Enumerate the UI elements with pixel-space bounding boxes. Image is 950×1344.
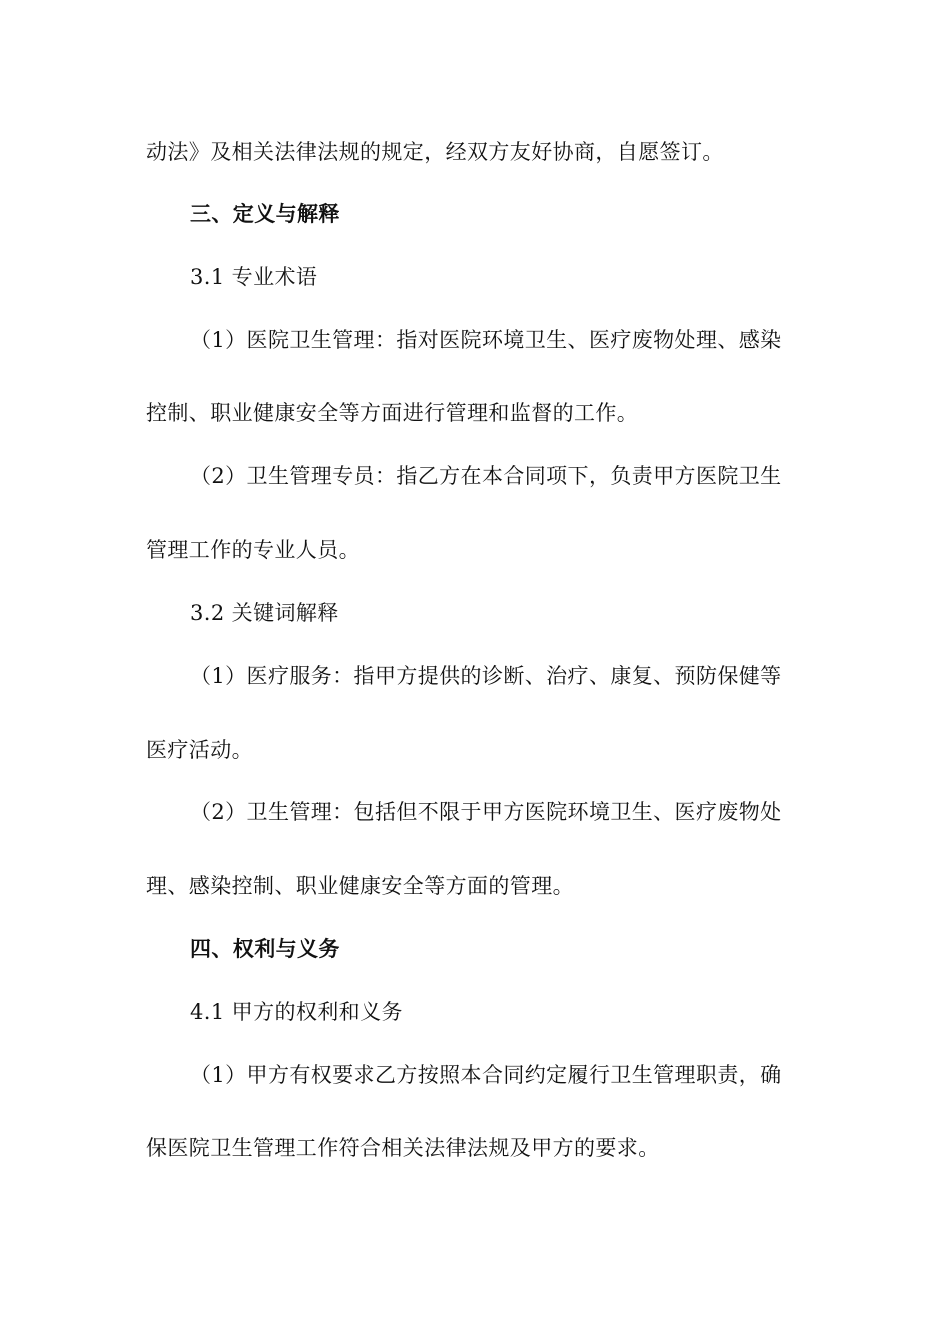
paragraph-line: （2）卫生管理专员：指乙方在本合同项下，负责甲方医院卫生 bbox=[190, 464, 782, 488]
paragraph-line: （1）医院卫生管理：指对医院环境卫生、医疗废物处理、感染 bbox=[190, 328, 782, 352]
section-heading: 四、权利与义务 bbox=[190, 937, 340, 961]
subsection-heading: 3.1 专业术语 bbox=[190, 265, 318, 289]
paragraph-line: （2）卫生管理：包括但不限于甲方医院环境卫生、医疗废物处 bbox=[190, 800, 782, 824]
paragraph-line: （1）医疗服务：指甲方提供的诊断、治疗、康复、预防保健等 bbox=[190, 664, 782, 688]
paragraph-line: 动法》及相关法律法规的规定，经双方友好协商，自愿签订。 bbox=[146, 140, 724, 164]
paragraph-line: 控制、职业健康安全等方面进行管理和监督的工作。 bbox=[146, 401, 639, 425]
section-heading: 三、定义与解释 bbox=[190, 202, 340, 226]
paragraph-line: 理、感染控制、职业健康安全等方面的管理。 bbox=[146, 874, 574, 898]
paragraph-line: 保医院卫生管理工作符合相关法律法规及甲方的要求。 bbox=[146, 1136, 660, 1160]
paragraph-line: 管理工作的专业人员。 bbox=[146, 538, 360, 562]
paragraph-line: （1）甲方有权要求乙方按照本合同约定履行卫生管理职责，确 bbox=[190, 1063, 782, 1087]
subsection-heading: 4.1 甲方的权利和义务 bbox=[190, 1000, 403, 1024]
paragraph-line: 医疗活动。 bbox=[146, 738, 253, 762]
subsection-heading: 3.2 关键词解释 bbox=[190, 601, 339, 625]
